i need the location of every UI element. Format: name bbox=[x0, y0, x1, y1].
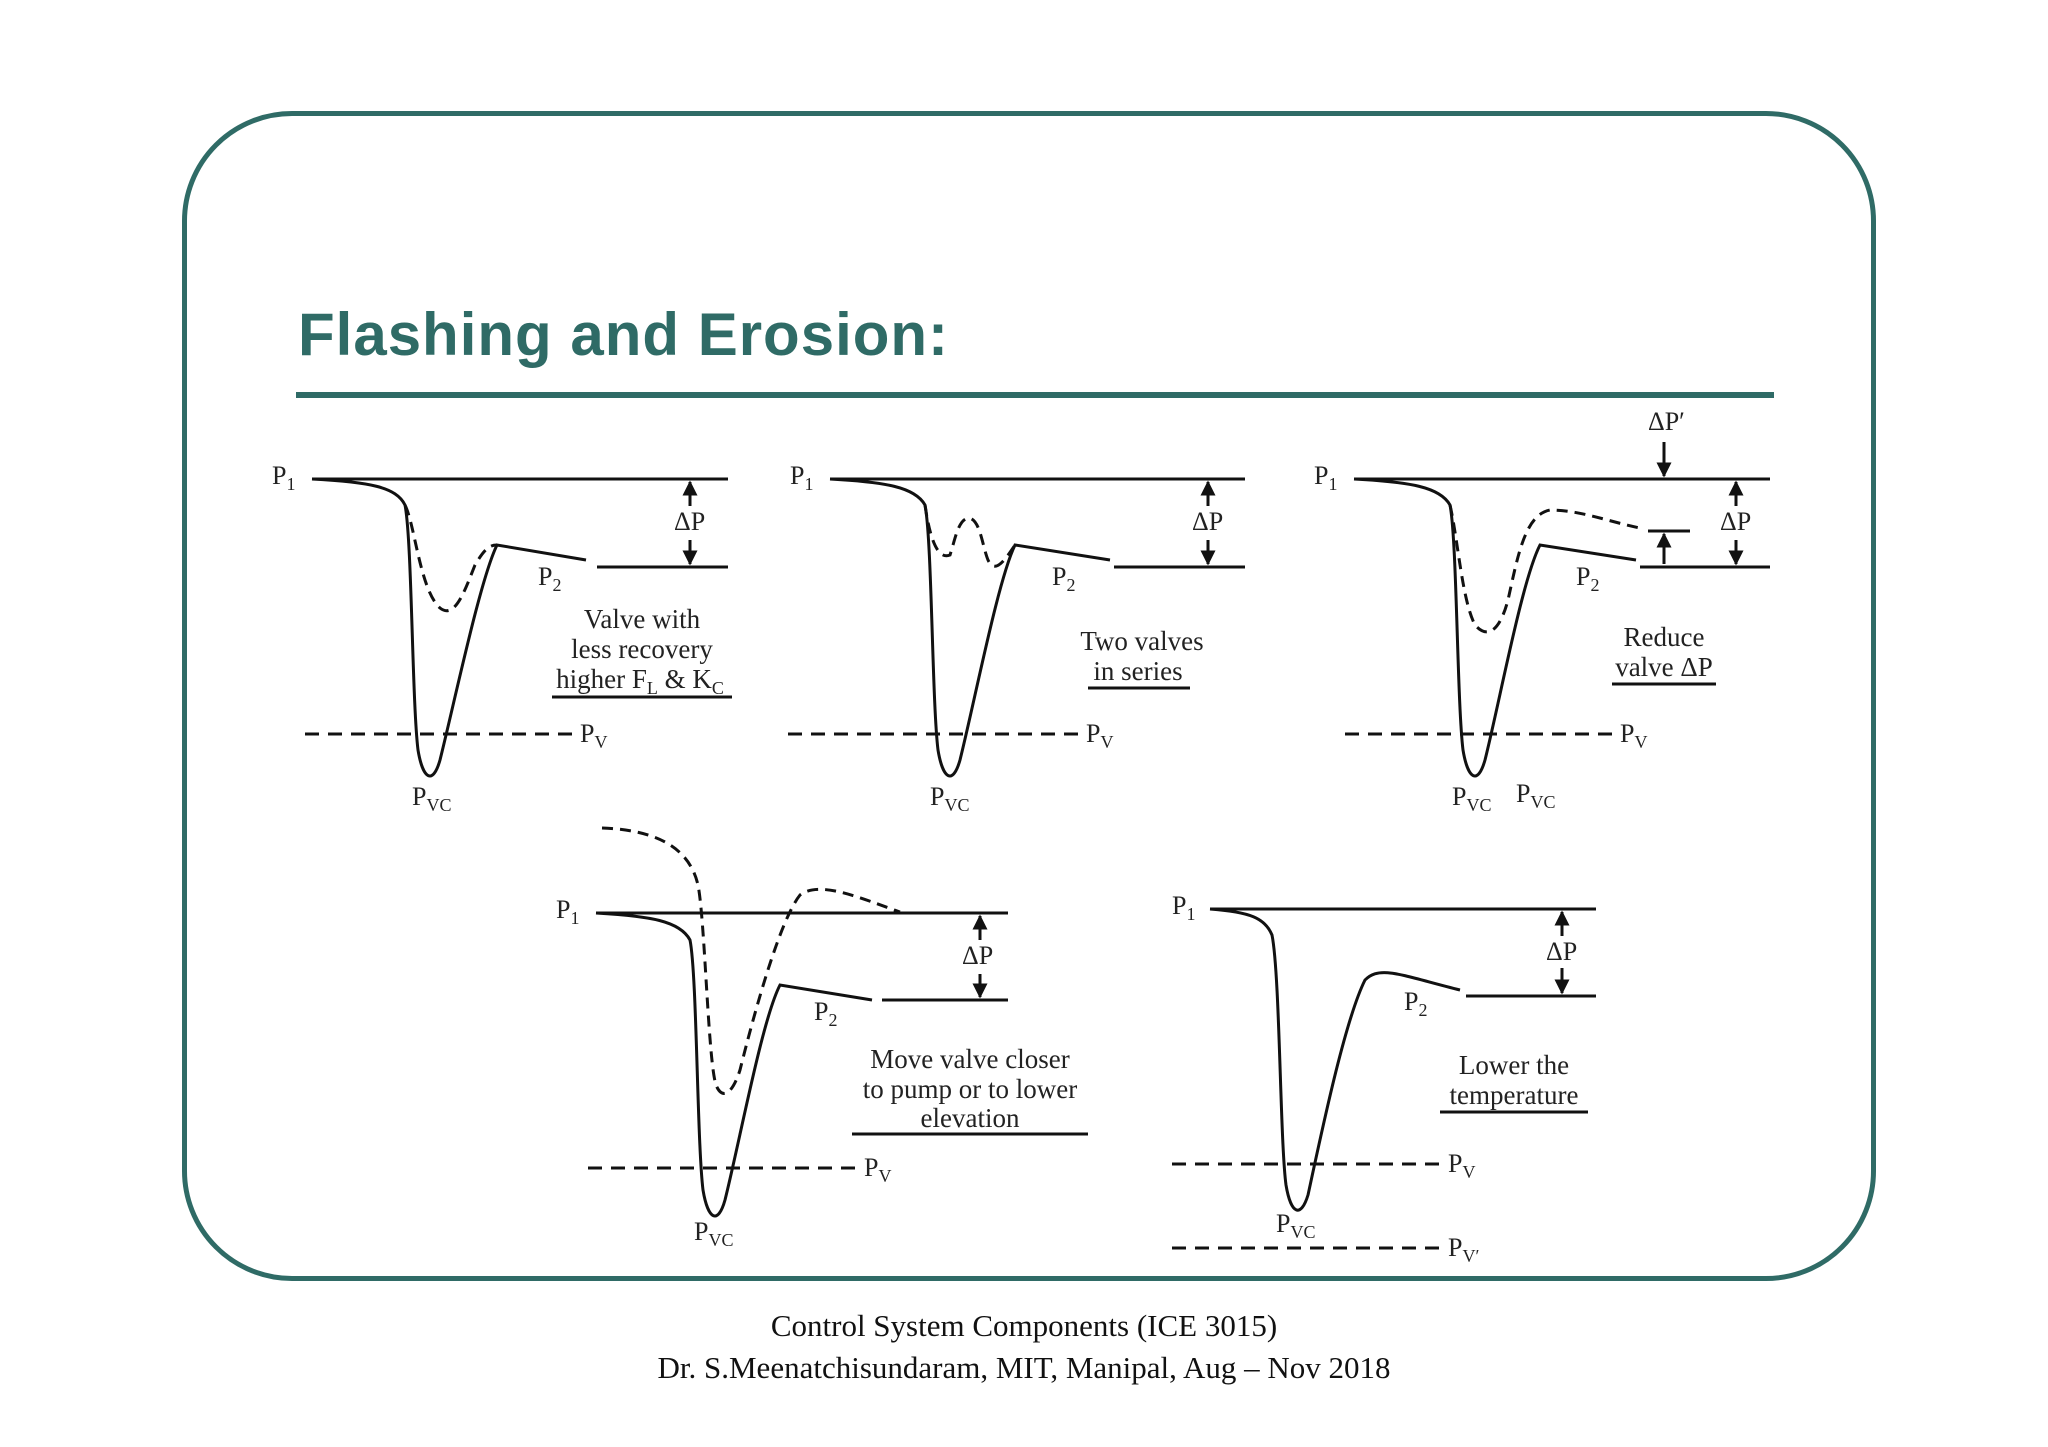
pvc-label: $P_{VC}$ bbox=[930, 782, 970, 815]
pv-label: $P_V$ bbox=[1620, 719, 1648, 752]
panel-move-valve-closer bbox=[556, 828, 1088, 1250]
caption-line: Move valve closer bbox=[870, 1044, 1070, 1074]
pv-label: $P_V$ bbox=[864, 1153, 892, 1186]
pressure-profile-dashed bbox=[602, 828, 900, 1093]
pressure-profile-dashed bbox=[925, 505, 1015, 566]
pressure-profile-solid bbox=[312, 479, 586, 776]
p1-label: $P_1$ bbox=[1172, 891, 1196, 924]
p1-label: $P_1$ bbox=[556, 895, 580, 928]
pvc-label: $P_{VC}$ bbox=[1276, 1209, 1316, 1242]
pressure-profile-solid bbox=[596, 913, 872, 1216]
pv-label: $P_V$ bbox=[1086, 719, 1114, 752]
pv-label: $P_V$ bbox=[580, 719, 608, 752]
dp-label: ΔP bbox=[1720, 507, 1752, 536]
footer-author: Dr. S.Meenatchisundaram, MIT, Manipal, Aug – Nov 2018 bbox=[657, 1350, 1391, 1385]
panel-two-valves-in-series bbox=[788, 461, 1245, 815]
pressure-profile-dashed bbox=[1450, 505, 1640, 632]
p2-label: $P_2$ bbox=[1052, 562, 1076, 595]
p2-label: $P_2$ bbox=[538, 562, 562, 595]
dp-label: ΔP bbox=[962, 941, 994, 970]
p1-label: $P_1$ bbox=[790, 461, 814, 494]
footer-course: Control System Components (ICE 3015) bbox=[770, 1308, 1278, 1343]
dp-label: ΔP bbox=[674, 507, 706, 536]
panel-reduce-valve-dp bbox=[1314, 407, 1770, 815]
caption-line: elevation bbox=[920, 1103, 1020, 1133]
panel-valve-less-recovery bbox=[272, 461, 732, 815]
pressure-profile-dashed bbox=[405, 505, 497, 611]
panel-lower-temperature bbox=[1172, 891, 1596, 1266]
caption-line: valve ΔP bbox=[1615, 652, 1713, 682]
caption-line: Two valves bbox=[1080, 626, 1204, 656]
p2-label: $P_2$ bbox=[1404, 987, 1428, 1020]
caption-line: temperature bbox=[1449, 1080, 1579, 1110]
p2-label: $P_2$ bbox=[1576, 562, 1600, 595]
dp-label: ΔP bbox=[1546, 937, 1578, 966]
caption-line: Valve with bbox=[583, 604, 701, 634]
caption-line: to pump or to lower bbox=[862, 1074, 1078, 1104]
caption-line: Reduce bbox=[1623, 622, 1705, 652]
pv-prime-label: $P_{V'}$ bbox=[1448, 1233, 1480, 1266]
pvc-label: $P_{VC}$ bbox=[694, 1217, 734, 1250]
pvc-label-reduced: $P_{VC}$ bbox=[1516, 779, 1556, 812]
dp-prime-label: ΔP′ bbox=[1648, 407, 1685, 436]
caption-line: Lower the bbox=[1458, 1050, 1570, 1080]
caption-line-special: higher $F_L$ & $K_C$ bbox=[556, 664, 724, 698]
slide-title: Flashing and Erosion: bbox=[298, 301, 950, 368]
pvc-label: $P_{VC}$ bbox=[1452, 782, 1492, 815]
caption-line: in series bbox=[1093, 656, 1183, 686]
pressure-profile-solid bbox=[830, 479, 1110, 776]
p1-label: $P_1$ bbox=[1314, 461, 1338, 494]
p1-label: $P_1$ bbox=[272, 461, 296, 494]
pvc-label: $P_{VC}$ bbox=[412, 782, 452, 815]
pv-label: $P_V$ bbox=[1448, 1149, 1476, 1182]
p2-label: $P_2$ bbox=[814, 997, 838, 1030]
dp-label: ΔP bbox=[1192, 507, 1224, 536]
caption-line: less recovery bbox=[571, 634, 713, 664]
